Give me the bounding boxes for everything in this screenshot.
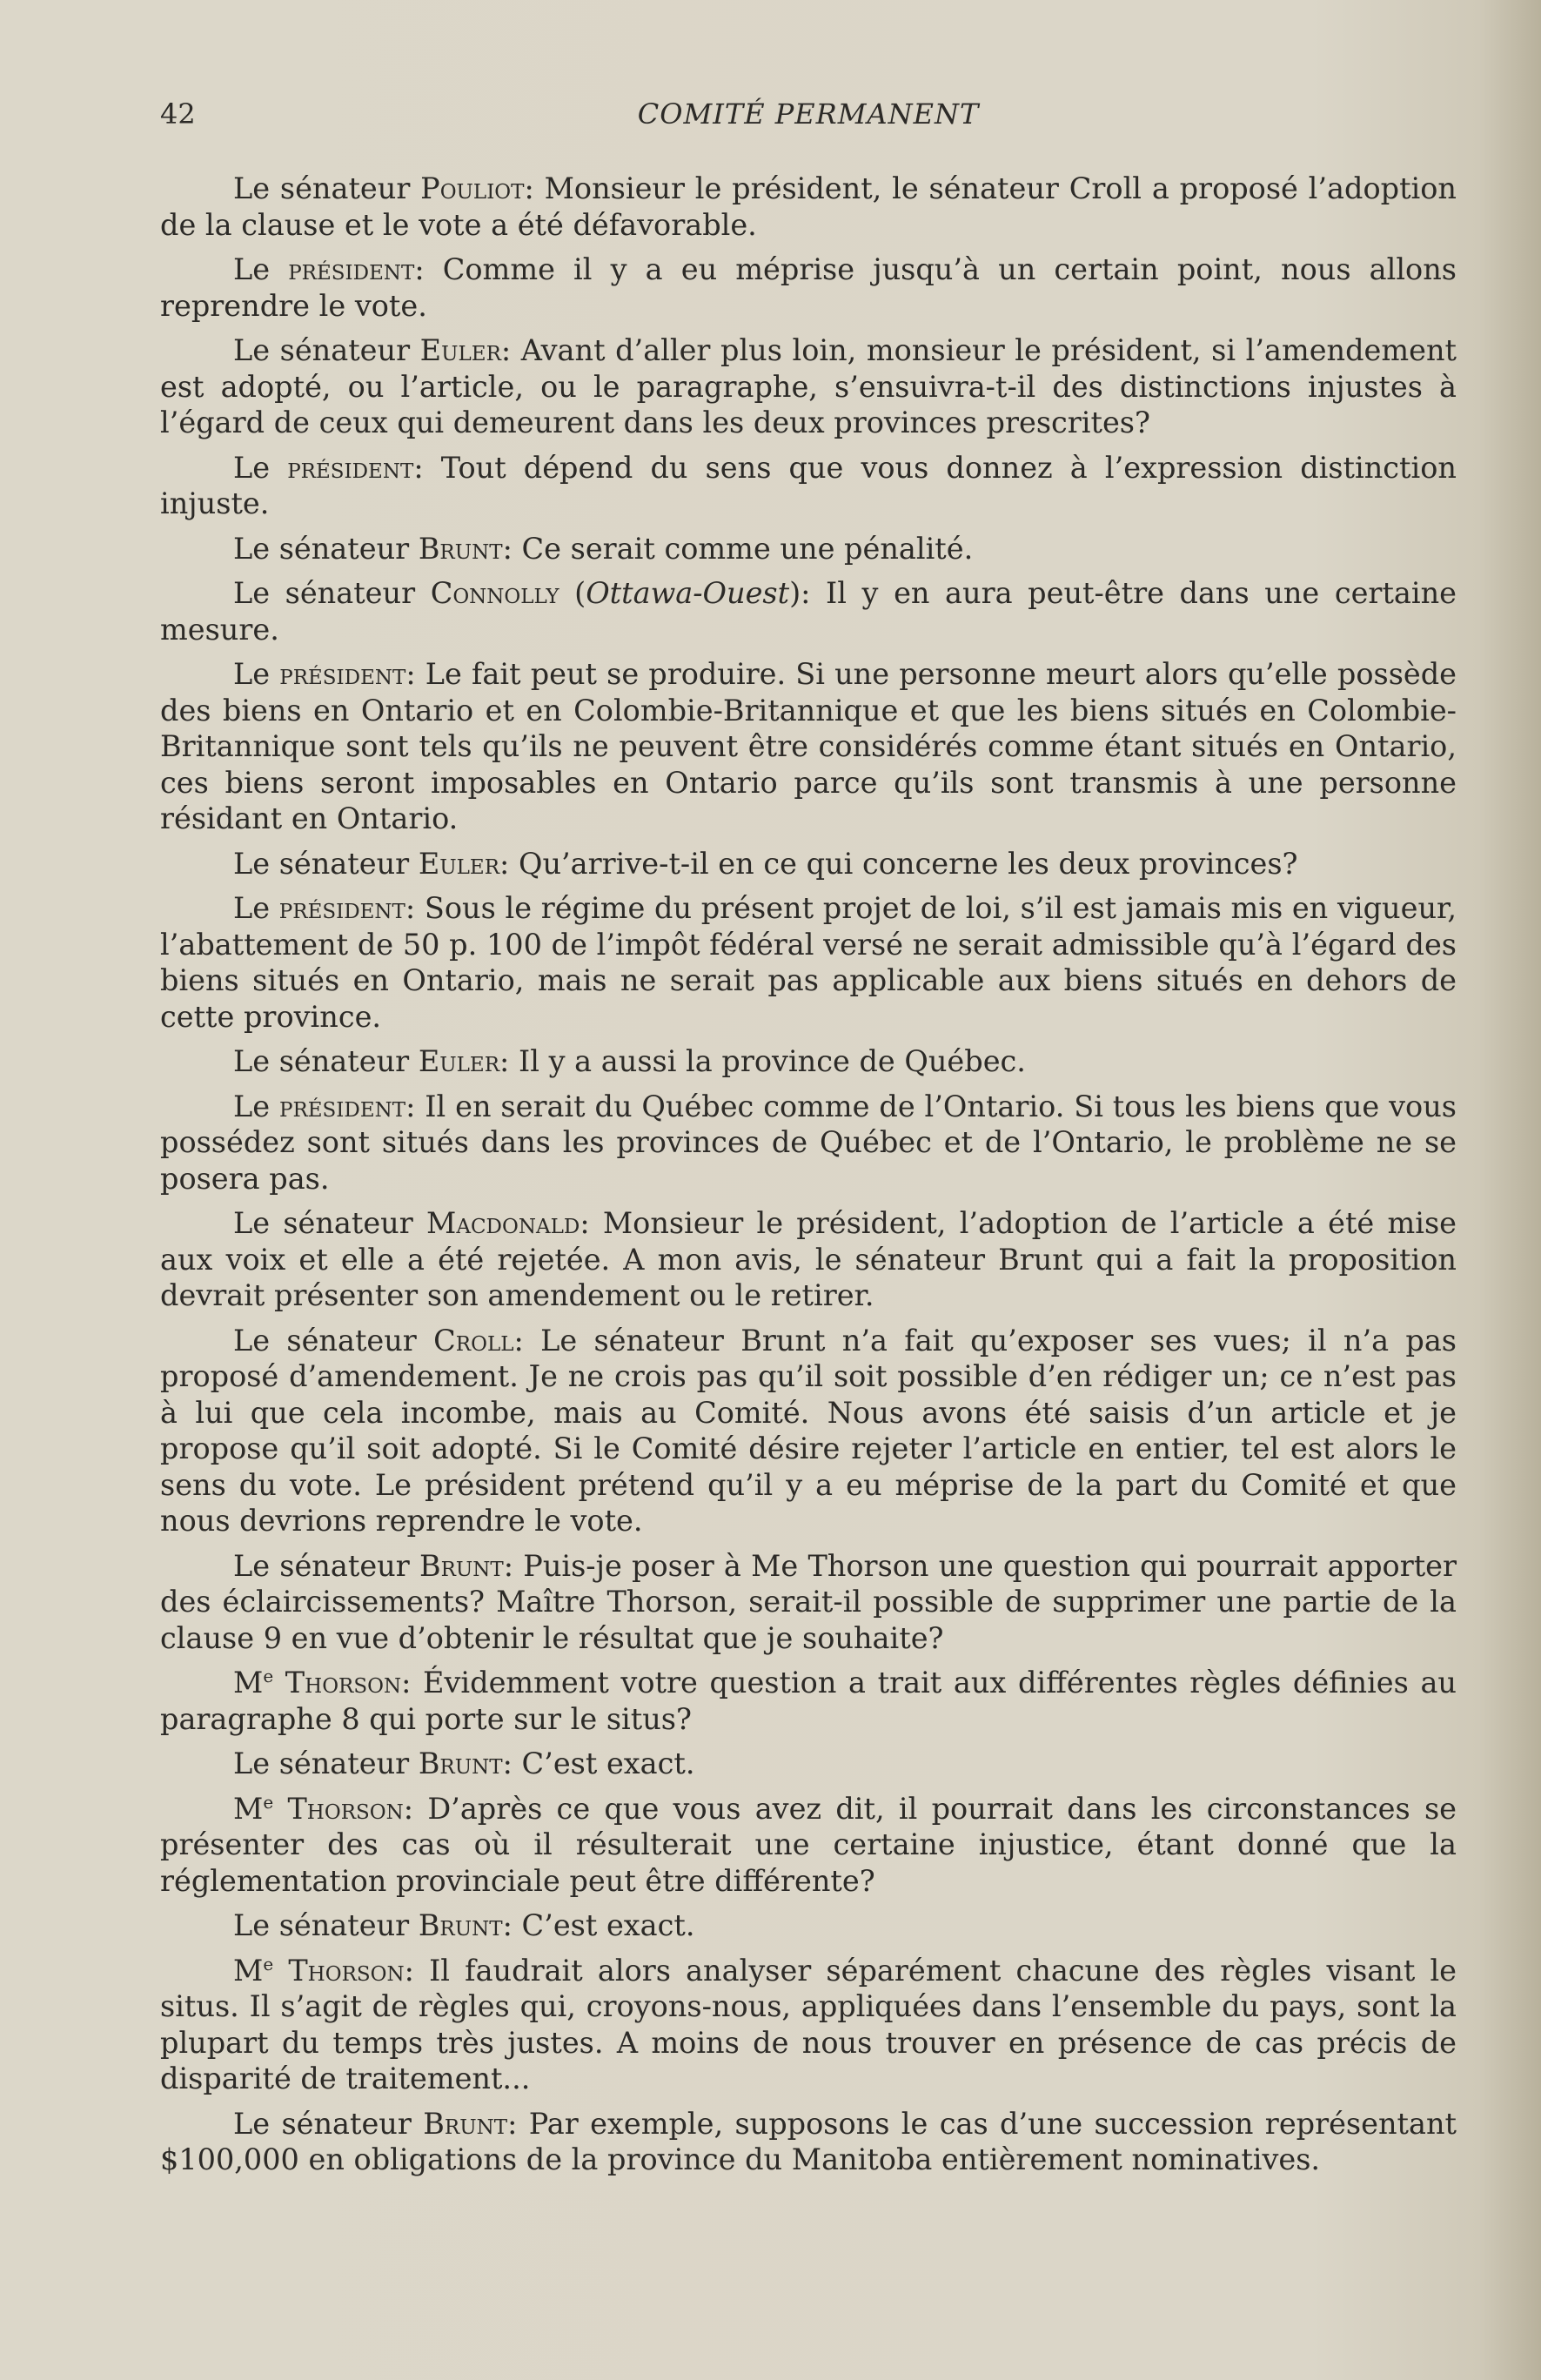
speaker-name: Pouliot xyxy=(420,171,525,205)
speaker-name: Brunt xyxy=(418,531,503,566)
speech-text: Puis-je poser à Me Thorson une question qui pourrait apporter des éclaircissements? Maître Thorson, serait-il possible de supprimer une partie de la clause 9 en vue d’obtenir le résultat que je souhaite? xyxy=(160,1548,1457,1655)
speech-text: C’est exact. xyxy=(512,1746,695,1780)
transcript-paragraph xyxy=(160,1907,1457,1944)
transcript-paragraph xyxy=(160,1746,1457,1782)
transcript-paragraph xyxy=(160,1043,1457,1080)
speaker-title: Le sénateur xyxy=(233,1746,419,1780)
speech-text: Le sénateur Brunt n’a fait qu’exposer ses vues; il n’a pas proposé d’amendement. Je ne crois pas qu’il soit possible d’en rédiger un; ce n’est pas à lui que cela incombe, mais au Comité. Nous avons été saisis d’un article et je propose qu’il soit adopté. Si le Comité désire rejeter l’article en entier, tel est alors le sens du vote. Le président prétend qu’il y a eu méprise de la part du Comité et que nous devrions reprendre le vote. xyxy=(160,1323,1457,1538)
speaker-title: Le sénateur xyxy=(233,1323,434,1358)
speaker-title: Le sénateur xyxy=(233,1206,427,1240)
speaker-title: Me xyxy=(233,1791,274,1826)
speaker-colon: : xyxy=(405,1089,416,1123)
speech-text: Le fait peut se produire. Si une personne meurt alors qu’elle possède des biens en Ontario et en Colombie-Britannique et que les biens situés en Colombie-Britannique sont tels qu’ils ne peuvent être considérés comme étant situés en Ontario, ces biens seront imposables en Ontario parce qu’ils sont transmis à une personne résidant en Ontario. xyxy=(160,657,1457,835)
transcript-paragraph xyxy=(160,1089,1457,1197)
running-title: COMITÉ PERMANENT xyxy=(637,97,980,131)
speaker-title: Le sénateur xyxy=(233,1044,419,1078)
speaker-title: Le sénateur xyxy=(233,1908,419,1942)
speaker-name: Brunt xyxy=(423,2106,508,2141)
speech-text: Il y en aura peut-être dans une certaine mesure. xyxy=(160,576,1457,647)
transcript-paragraph xyxy=(160,1323,1457,1539)
speaker-name: Thorson xyxy=(287,1791,404,1826)
speaker-title: Le sénateur xyxy=(233,2106,424,2141)
speaker-colon: : xyxy=(404,1953,414,1988)
speaker-colon: : xyxy=(500,333,512,367)
speaker-colon: : xyxy=(507,2106,518,2141)
transcript-paragraph xyxy=(160,1548,1457,1657)
speaker-name: Croll xyxy=(433,1323,514,1358)
transcript-paragraph xyxy=(160,450,1457,522)
speech-text: Évidemment votre question a trait aux différentes règles définies au paragraphe 8 qui porte sur le situs? xyxy=(160,1666,1457,1736)
speaker-colon: : xyxy=(502,531,513,566)
speaker-title: Le sénateur xyxy=(233,1548,419,1583)
page-number: 42 xyxy=(160,97,196,131)
speaker-colon: : xyxy=(403,1791,414,1826)
speaker-title: Le sénateur xyxy=(233,531,419,566)
speaker-name: Brunt xyxy=(419,1548,504,1583)
speaker-name: président xyxy=(287,450,414,485)
speaker-title: Le xyxy=(233,891,279,925)
transcript-paragraph xyxy=(160,531,1457,567)
speaker-name: Connolly xyxy=(430,576,559,610)
speaker-title: Le xyxy=(233,450,288,485)
speech-text: Ce serait comme une pénalité. xyxy=(512,531,974,566)
speech-text: Monsieur le président, l’adoption de l’article a été mise aux voix et elle a été rejetée. A mon avis, le sénateur Brunt qui a fait la proposition devrait présenter son amendement ou le retirer. xyxy=(160,1206,1457,1312)
speech-text: Qu’arrive-t-il en ce qui concerne les deux provinces? xyxy=(509,846,1298,881)
speaker-title: Me xyxy=(233,1953,274,1988)
speaker-name: président xyxy=(278,1089,406,1123)
speaker-name: Euler xyxy=(418,846,500,881)
speech-text: Sous le régime du présent projet de loi, s’il est jamais mis en vigueur, l’abattement de 50 p. 100 de l’impôt fédéral versé ne serait admissible qu’à l’égard des biens situés en Ontario, mais ne serait pas applicable aux biens situés en dehors de cette province. xyxy=(160,891,1457,1034)
speech-text: Avant d’aller plus loin, monsieur le président, si l’amendement est adopté, ou l’article, ou le paragraphe, s’ensuivra-t-il des distinctions injustes à l’égard de ceux qui demeurent dans les deux provinces prescrites? xyxy=(160,333,1457,439)
speaker-title: Le xyxy=(233,657,280,691)
transcript-paragraph xyxy=(160,1665,1457,1737)
speaker-name: président xyxy=(279,657,406,691)
speaker-name: Thorson xyxy=(288,1953,405,1988)
transcript-paragraph xyxy=(160,575,1457,647)
speaker-title: Le xyxy=(233,1089,279,1123)
transcript-paragraph xyxy=(160,251,1457,324)
speech-text: C’est exact. xyxy=(512,1908,695,1942)
speaker-colon: : xyxy=(580,1206,590,1240)
speaker-riding: (Ottawa-Ouest) xyxy=(559,576,801,610)
speaker-name: Thorson xyxy=(285,1666,402,1700)
page-header xyxy=(160,97,1457,141)
speaker-colon: : xyxy=(499,846,510,881)
speaker-name: Euler xyxy=(419,333,501,367)
speaker-title: Me xyxy=(233,1665,274,1700)
speaker-name: Euler xyxy=(418,1044,500,1078)
speaker-colon: : xyxy=(414,252,425,286)
speech-text: Tout dépend du sens que vous donnez à l’expression distinction injuste. xyxy=(160,450,1457,520)
speaker-colon: : xyxy=(524,171,534,205)
speaker-title: Le sénateur xyxy=(233,576,431,610)
transcript-paragraph xyxy=(160,1791,1457,1900)
transcript-paragraph xyxy=(160,1953,1457,2097)
speaker-colon: : xyxy=(502,1746,513,1780)
speech-text: Monsieur le président, le sénateur Croll a proposé l’adoption de la clause et le vote a été défavorable. xyxy=(160,171,1457,242)
transcript-paragraph xyxy=(160,890,1457,1035)
speaker-name: Brunt xyxy=(418,1746,503,1780)
transcript-body xyxy=(160,171,1457,2187)
speaker-name: président xyxy=(288,252,415,286)
speaker-colon: : xyxy=(405,891,416,925)
transcript-paragraph xyxy=(160,656,1457,837)
speaker-colon: : xyxy=(502,1908,513,1942)
speech-text: D’après ce que vous avez dit, il pourrait dans les circonstances se présenter des cas où il résulterait une certaine injustice, étant donné que la réglementation provinciale peut être différente? xyxy=(160,1791,1457,1898)
speaker-colon: : xyxy=(401,1666,412,1700)
speaker-title: Le xyxy=(233,252,289,286)
speaker-name: Macdonald xyxy=(426,1206,580,1240)
speaker-title: Le sénateur xyxy=(233,171,421,205)
transcript-paragraph xyxy=(160,171,1457,243)
speech-text: Par exemple, supposons le cas d’une succession représentant $100,000 en obligations de la province du Manitoba entièrement nominatives. xyxy=(160,2106,1457,2176)
speaker-colon: : xyxy=(499,1044,510,1078)
speaker-colon: : xyxy=(413,450,424,485)
transcript-paragraph xyxy=(160,1205,1457,1314)
speech-text: Il en serait du Québec comme de l’Ontario. Si tous les biens que vous possédez sont situés dans les provinces de Québec et de l’Ontario, le problème ne se posera pas. xyxy=(160,1089,1457,1196)
speaker-colon: : xyxy=(513,1323,524,1358)
transcript-paragraph xyxy=(160,2106,1457,2178)
transcript-paragraph xyxy=(160,846,1457,882)
speaker-name: président xyxy=(278,891,405,925)
speech-text: Il y a aussi la province de Québec. xyxy=(509,1044,1026,1078)
speaker-title: Le sénateur xyxy=(233,333,420,367)
speaker-colon: : xyxy=(405,657,416,691)
speech-text: Comme il y a eu méprise jusqu’à un certain point, nous allons reprendre le vote. xyxy=(160,252,1457,323)
speaker-colon: : xyxy=(801,576,811,610)
speaker-title: Le sénateur xyxy=(233,846,419,881)
speaker-colon: : xyxy=(503,1548,514,1583)
speaker-name: Brunt xyxy=(418,1908,503,1942)
speech-text: Il faudrait alors analyser séparément chacune des règles visant le situs. Il s’agit de règles qui, croyons-nous, appliquées dans l’ensemble du pays, sont la plupart du temps très justes. A moins de nous trouver en présence de cas précis de disparité de traitement... xyxy=(160,1953,1457,2095)
transcript-paragraph xyxy=(160,332,1457,441)
